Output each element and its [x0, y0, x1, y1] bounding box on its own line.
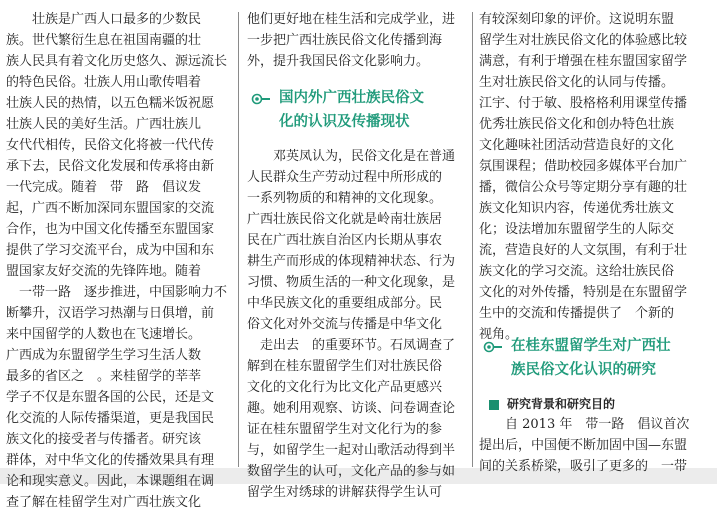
text-line: 留学生对绣球的讲解获得学生认可 [247, 485, 443, 500]
text-line: 族文化的学习交流。这给壮族民俗 [479, 264, 675, 279]
text-line: 生对壮族民俗文化的认同与传播。 [479, 75, 675, 90]
text-line: 族。世代繁衍生息在祖国南疆的壮 [6, 33, 202, 48]
text-line: 与，如留学生一起对山歌活动得到半 [247, 443, 456, 458]
section-heading-line: 国内外广西壮族民俗文 [279, 90, 424, 106]
text-line: 广西成为东盟留学生学习生活人数 [6, 348, 202, 363]
text-line: 提出后，中国便不断加固中国—东盟 [479, 438, 688, 453]
text-line: 趣。她利用观察、访谈、问卷调查论 [247, 401, 456, 416]
text-line: 族文化知识内容，传递优秀壮族文 [479, 201, 675, 216]
text-line: 一步把广西壮族民俗文化传播到海 [247, 33, 443, 48]
text-line: 起，广西不断加深同东盟国家的交流 [6, 201, 215, 216]
text-line: 数留学生的认可，文化产品的参与如 [247, 464, 456, 479]
text-line: 解到在桂东盟留学生们对壮族民俗 [247, 359, 443, 374]
text-line: 学子不仅是东盟各国的公民，还是文 [6, 390, 215, 405]
text-line: 他们更好地在桂生活和完成学业，进 [247, 12, 456, 27]
section-marker-icon [251, 93, 271, 105]
text-line: 间的关系桥梁，吸引了更多的 一带 [479, 459, 688, 474]
text-line: 江宇、付于敏、股格格利用课堂传播 [479, 96, 688, 111]
text-line: 文化的文化行为比文化产品更感兴 [247, 380, 443, 395]
text-line: 合作，也为中国文化传播至东盟国家 [6, 222, 215, 237]
section-marker-icon [483, 341, 503, 353]
sub-heading-marker [489, 400, 499, 410]
text-line: 中华民族文化的重要组成部分。民 [247, 296, 443, 311]
column-divider [238, 12, 239, 467]
text-line: 民在广西壮族自治区内长期从事农 [247, 233, 443, 248]
text-line: 证在桂东盟留学生对文化行为的参 [247, 422, 443, 437]
text-line: 族人民具有着文化历史悠久、源远流长 [6, 54, 228, 69]
text-line: 一系列物质的和精神的文化现象。 [247, 191, 443, 206]
text-line: 壮族是广西人口最多的少数民 [6, 12, 202, 27]
section-heading-line: 在桂东盟留学生对广西壮 [511, 338, 671, 354]
text-line: 播，微信公众号等定期分享有趣的壮 [479, 180, 688, 195]
text-line: 文化趣味社团活动营造良好的文化 [479, 138, 675, 153]
text-line: 氛围课程；借助校园多媒体平台加广 [479, 159, 688, 174]
text-line: 俗文化对外交流与传播是中华文化 [247, 317, 443, 332]
text-line: 广西壮族民俗文化就是岭南壮族居 [247, 212, 443, 227]
text-line: 化交流的人际传播渠道，更是我国民 [6, 411, 215, 426]
text-line: 论和现实意义。因此，本课题组在调 [6, 474, 215, 489]
text-line: 的特色民俗。壮族人用山歌传唱着 [6, 75, 202, 90]
text-line: 外，提升我国民俗文化影响力。 [247, 54, 430, 69]
text-line: 邓英凤认为，民俗文化是在普通 [247, 149, 456, 164]
text-line: 文化的对外传播，特别是在东盟留学 [479, 285, 688, 300]
text-line: 查了解在桂留学生对广西壮族文化 [6, 495, 202, 510]
text-line: 人民群众生产劳动过程中所形成的 [247, 170, 443, 185]
text-line: 习惯、物质生活的一种文化现象，是 [247, 275, 456, 290]
text-line: 最多的省区之 。来桂留学的莘莘 [6, 369, 202, 384]
text-line: 来中国留学的人数也在飞速增长。 [6, 327, 202, 342]
column-divider [472, 12, 473, 467]
text-line: 视角。 [479, 327, 519, 342]
text-line: 优秀壮族民俗文化和创办特色壮族 [479, 117, 675, 132]
text-line: 自 2013 年 带一路 倡议首次 [479, 417, 690, 432]
text-line: 耕生产而形成的体现精神状态、行为 [247, 254, 456, 269]
section-heading-line: 族民俗文化认识的研究 [511, 362, 656, 378]
text-line: 生中的交流和传播提供了 个新的 [479, 306, 675, 321]
text-line: 壮族人民的美好生活。广西壮族儿 [6, 117, 202, 132]
text-line: 有较深刻印象的评价。这说明东盟 [479, 12, 675, 27]
text-line: 群体，对中华文化的传播效果具有理 [6, 453, 215, 468]
text-line: 族文化的接受者与传播者。研究该 [6, 432, 202, 447]
text-line: 化；设法增加东盟留学生的人际交 [479, 222, 675, 237]
text-line: 断攀升，汉语学习热潮与日俱增，前 [6, 306, 215, 321]
text-line: 女代代相传，民俗文化将被一代代传 [6, 138, 215, 153]
section-heading-line: 化的认识及传播现状 [279, 114, 410, 130]
text-line: 走出去 的重要环节。石凤调查了 [247, 338, 456, 353]
text-line: 留学生对壮族民俗文化的体验感比较 [479, 33, 688, 48]
text-line: 流，营造良好的人文氛围，有利于壮 [479, 243, 688, 258]
text-line: 一带一路 逐步推进，中国影响力不 [6, 285, 228, 300]
text-line: 壮族人民的热情，以五色糯米饭祝愿 [6, 96, 215, 111]
text-line: 满意，有利于增强在桂东盟国家留学 [479, 54, 688, 69]
text-line: 一代完成。随着 带 路 倡议发 [6, 180, 202, 195]
text-line: 盟国家友好交流的先锋阵地。随着 [6, 264, 202, 279]
sub-heading: 研究背景和研究目的 [507, 397, 616, 411]
text-line: 承下去，民俗文化发展和传承将由新 [6, 159, 215, 174]
text-line: 提供了学习交流平台，成为中国和东 [6, 243, 215, 258]
